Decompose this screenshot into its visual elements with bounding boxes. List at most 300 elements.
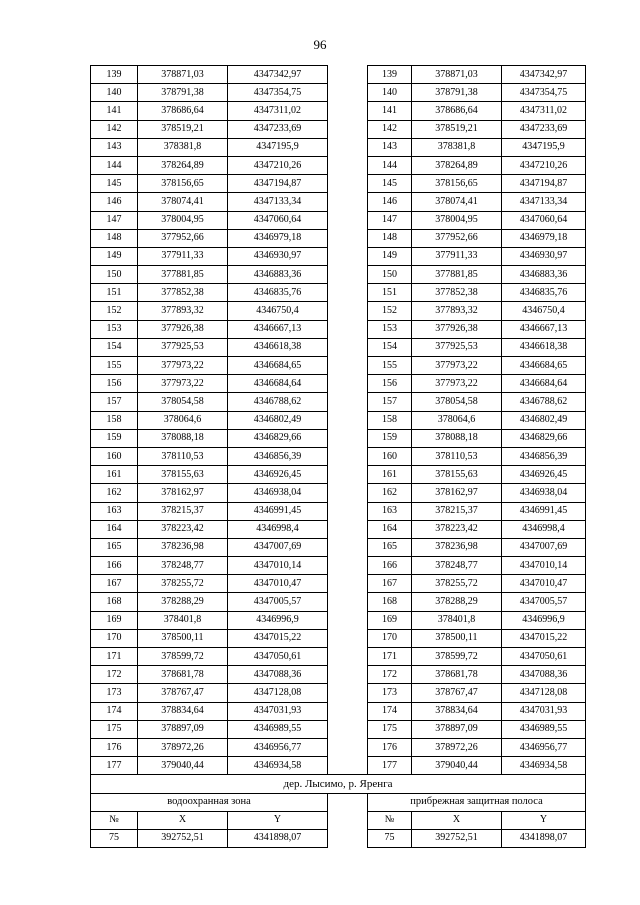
column-gap bbox=[328, 757, 368, 775]
column-gap bbox=[328, 156, 368, 174]
left-point-number: 146 bbox=[91, 193, 138, 211]
column-gap bbox=[328, 738, 368, 756]
left-x-value: 392752,51 bbox=[138, 829, 228, 847]
right-point-number: 146 bbox=[368, 193, 412, 211]
left-x-value: 378401,8 bbox=[138, 611, 228, 629]
right-y-value: 4346750,4 bbox=[502, 302, 586, 320]
table-row bbox=[91, 757, 586, 775]
right-y-value: 4346883,36 bbox=[502, 266, 586, 284]
location-row bbox=[91, 775, 586, 793]
left-y-value: 4346684,65 bbox=[228, 357, 328, 375]
right-y-value: 4347010,14 bbox=[502, 557, 586, 575]
left-x-value: 378871,03 bbox=[138, 66, 228, 84]
coastal-protection-strip-heading: прибрежная защитная полоса bbox=[368, 793, 586, 811]
left-y-value: 4346667,13 bbox=[228, 320, 328, 338]
left-point-number: 174 bbox=[91, 702, 138, 720]
page-number: 96 bbox=[313, 37, 327, 52]
right-y-value: 4347311,02 bbox=[502, 102, 586, 120]
left-y-value: 4346926,45 bbox=[228, 466, 328, 484]
right-x-value: 378871,03 bbox=[412, 66, 502, 84]
left-point-number: 162 bbox=[91, 484, 138, 502]
left-y-header: Y bbox=[228, 811, 328, 829]
left-y-value: 4347133,34 bbox=[228, 193, 328, 211]
left-point-number: 166 bbox=[91, 557, 138, 575]
right-x-value: 378236,98 bbox=[412, 538, 502, 556]
right-x-value: 378288,29 bbox=[412, 593, 502, 611]
right-y-value: 4347005,57 bbox=[502, 593, 586, 611]
right-point-number: 144 bbox=[368, 156, 412, 174]
table-row bbox=[91, 411, 586, 429]
table-row bbox=[91, 320, 586, 338]
left-x-value: 378255,72 bbox=[138, 575, 228, 593]
column-gap bbox=[328, 520, 368, 538]
left-x-value: 378767,47 bbox=[138, 684, 228, 702]
left-point-number: 163 bbox=[91, 502, 138, 520]
left-point-number: 170 bbox=[91, 629, 138, 647]
right-point-number: 173 bbox=[368, 684, 412, 702]
column-gap bbox=[328, 429, 368, 447]
left-y-value: 4346930,97 bbox=[228, 247, 328, 265]
right-point-number: 140 bbox=[368, 84, 412, 102]
column-gap bbox=[328, 702, 368, 720]
table-row bbox=[91, 593, 586, 611]
column-gap bbox=[328, 648, 368, 666]
right-y-value: 4346618,38 bbox=[502, 338, 586, 356]
column-gap bbox=[328, 229, 368, 247]
column-gap bbox=[328, 66, 368, 84]
left-y-value: 4346684,64 bbox=[228, 375, 328, 393]
left-point-number: 167 bbox=[91, 575, 138, 593]
left-point-number: 150 bbox=[91, 266, 138, 284]
table-row bbox=[91, 829, 586, 847]
right-point-number: 171 bbox=[368, 648, 412, 666]
right-point-number: 156 bbox=[368, 375, 412, 393]
column-gap bbox=[328, 720, 368, 738]
left-point-number: 145 bbox=[91, 175, 138, 193]
left-y-value: 4346883,36 bbox=[228, 266, 328, 284]
table-row bbox=[91, 66, 586, 84]
left-y-value: 4347233,69 bbox=[228, 120, 328, 138]
left-x-value: 378500,11 bbox=[138, 629, 228, 647]
right-y-value: 4346835,76 bbox=[502, 284, 586, 302]
left-point-number: 161 bbox=[91, 466, 138, 484]
left-x-value: 378155,63 bbox=[138, 466, 228, 484]
right-point-number: 175 bbox=[368, 720, 412, 738]
left-x-value: 378064,6 bbox=[138, 411, 228, 429]
table-row bbox=[91, 156, 586, 174]
right-point-number: 141 bbox=[368, 102, 412, 120]
right-y-value: 4347088,36 bbox=[502, 666, 586, 684]
column-gap bbox=[328, 357, 368, 375]
left-x-value: 378004,95 bbox=[138, 211, 228, 229]
right-point-number: 160 bbox=[368, 447, 412, 465]
right-y-value: 4346956,77 bbox=[502, 738, 586, 756]
left-point-number: 139 bbox=[91, 66, 138, 84]
right-y-value: 4347133,34 bbox=[502, 193, 586, 211]
left-y-value: 4347194,87 bbox=[228, 175, 328, 193]
right-y-value: 4346788,62 bbox=[502, 393, 586, 411]
left-y-value: 4347015,22 bbox=[228, 629, 328, 647]
left-x-value: 377973,22 bbox=[138, 375, 228, 393]
left-x-value: 377881,85 bbox=[138, 266, 228, 284]
right-x-value: 378155,63 bbox=[412, 466, 502, 484]
left-x-value: 377852,38 bbox=[138, 284, 228, 302]
left-y-value: 4346802,49 bbox=[228, 411, 328, 429]
right-x-value: 378681,78 bbox=[412, 666, 502, 684]
right-point-number: 162 bbox=[368, 484, 412, 502]
left-x-value: 377911,33 bbox=[138, 247, 228, 265]
table-row bbox=[91, 84, 586, 102]
right-point-number: 150 bbox=[368, 266, 412, 284]
left-point-number: 155 bbox=[91, 357, 138, 375]
right-point-number: 176 bbox=[368, 738, 412, 756]
table-row bbox=[91, 175, 586, 193]
right-y-value: 4347210,26 bbox=[502, 156, 586, 174]
left-y-value: 4346989,55 bbox=[228, 720, 328, 738]
right-x-value: 378972,26 bbox=[412, 738, 502, 756]
column-gap bbox=[328, 466, 368, 484]
right-y-value: 4346667,13 bbox=[502, 320, 586, 338]
left-y-value: 4347060,64 bbox=[228, 211, 328, 229]
left-point-number: 176 bbox=[91, 738, 138, 756]
left-x-value: 378599,72 bbox=[138, 648, 228, 666]
left-point-number: 172 bbox=[91, 666, 138, 684]
right-point-number: 139 bbox=[368, 66, 412, 84]
table-row bbox=[91, 120, 586, 138]
left-point-number: 160 bbox=[91, 447, 138, 465]
right-x-value: 378054,58 bbox=[412, 393, 502, 411]
table-row bbox=[91, 502, 586, 520]
right-x-value: 378264,89 bbox=[412, 156, 502, 174]
left-x-value: 378972,26 bbox=[138, 738, 228, 756]
right-point-number: 177 bbox=[368, 757, 412, 775]
table-row bbox=[91, 611, 586, 629]
right-y-value: 4346926,45 bbox=[502, 466, 586, 484]
right-x-value: 377852,38 bbox=[412, 284, 502, 302]
column-gap bbox=[328, 557, 368, 575]
table-row bbox=[91, 629, 586, 647]
right-x-header: X bbox=[412, 811, 502, 829]
left-point-number: 144 bbox=[91, 156, 138, 174]
left-y-value: 4346938,04 bbox=[228, 484, 328, 502]
table-row bbox=[91, 484, 586, 502]
right-x-value: 378110,53 bbox=[412, 447, 502, 465]
table-row bbox=[91, 138, 586, 156]
table-row bbox=[91, 466, 586, 484]
right-x-value: 377973,22 bbox=[412, 357, 502, 375]
right-x-value: 378791,38 bbox=[412, 84, 502, 102]
left-point-number: 75 bbox=[91, 829, 138, 847]
left-point-number: 177 bbox=[91, 757, 138, 775]
column-gap bbox=[328, 120, 368, 138]
left-x-value: 378248,77 bbox=[138, 557, 228, 575]
left-y-value: 4347010,14 bbox=[228, 557, 328, 575]
column-gap bbox=[328, 593, 368, 611]
right-point-number: 168 bbox=[368, 593, 412, 611]
left-y-value: 4347210,26 bbox=[228, 156, 328, 174]
right-point-number: 152 bbox=[368, 302, 412, 320]
left-point-number: 153 bbox=[91, 320, 138, 338]
left-x-value: 378686,64 bbox=[138, 102, 228, 120]
right-y-value: 4346930,97 bbox=[502, 247, 586, 265]
right-x-value: 378686,64 bbox=[412, 102, 502, 120]
left-y-value: 4346750,4 bbox=[228, 302, 328, 320]
right-y-value: 4347194,87 bbox=[502, 175, 586, 193]
table-row bbox=[91, 702, 586, 720]
column-gap bbox=[328, 611, 368, 629]
right-x-value: 378074,41 bbox=[412, 193, 502, 211]
right-point-number: 165 bbox=[368, 538, 412, 556]
right-x-value: 378064,6 bbox=[412, 411, 502, 429]
table-row bbox=[91, 684, 586, 702]
left-point-number: 157 bbox=[91, 393, 138, 411]
left-x-value: 377926,38 bbox=[138, 320, 228, 338]
left-y-value: 4347128,08 bbox=[228, 684, 328, 702]
column-gap bbox=[328, 666, 368, 684]
table-row bbox=[91, 538, 586, 556]
left-x-value: 378381,8 bbox=[138, 138, 228, 156]
coordinates-table-body bbox=[91, 66, 586, 848]
left-y-value: 4346618,38 bbox=[228, 338, 328, 356]
column-gap bbox=[328, 211, 368, 229]
column-gap bbox=[328, 320, 368, 338]
left-y-value: 4347311,02 bbox=[228, 102, 328, 120]
left-point-number: 148 bbox=[91, 229, 138, 247]
right-x-value: 377925,53 bbox=[412, 338, 502, 356]
right-y-value: 4347128,08 bbox=[502, 684, 586, 702]
left-x-header: X bbox=[138, 811, 228, 829]
table-row bbox=[91, 429, 586, 447]
right-y-value: 4341898,07 bbox=[502, 829, 586, 847]
left-x-value: 378264,89 bbox=[138, 156, 228, 174]
left-y-value: 4347195,9 bbox=[228, 138, 328, 156]
column-gap bbox=[328, 338, 368, 356]
right-point-number: 147 bbox=[368, 211, 412, 229]
left-x-value: 378897,09 bbox=[138, 720, 228, 738]
right-x-value: 378004,95 bbox=[412, 211, 502, 229]
left-x-value: 378074,41 bbox=[138, 193, 228, 211]
left-y-value: 4347005,57 bbox=[228, 593, 328, 611]
left-x-value: 377973,22 bbox=[138, 357, 228, 375]
right-point-number: 166 bbox=[368, 557, 412, 575]
left-point-number: 147 bbox=[91, 211, 138, 229]
table-row bbox=[91, 247, 586, 265]
right-x-value: 378401,8 bbox=[412, 611, 502, 629]
left-y-value: 4346835,76 bbox=[228, 284, 328, 302]
column-gap bbox=[328, 447, 368, 465]
column-gap bbox=[328, 138, 368, 156]
table-row bbox=[91, 520, 586, 538]
left-x-value: 378834,64 bbox=[138, 702, 228, 720]
water-protection-zone-heading: водоохранная зона bbox=[91, 793, 328, 811]
left-point-number: 152 bbox=[91, 302, 138, 320]
column-gap bbox=[328, 266, 368, 284]
right-y-value: 4346802,49 bbox=[502, 411, 586, 429]
table-row bbox=[91, 211, 586, 229]
left-y-value: 4346996,9 bbox=[228, 611, 328, 629]
left-x-value: 378236,98 bbox=[138, 538, 228, 556]
column-gap bbox=[328, 393, 368, 411]
right-y-value: 4347050,61 bbox=[502, 648, 586, 666]
left-y-value: 4347007,69 bbox=[228, 538, 328, 556]
column-gap bbox=[328, 538, 368, 556]
right-point-number: 75 bbox=[368, 829, 412, 847]
table-row bbox=[91, 375, 586, 393]
column-gap bbox=[328, 302, 368, 320]
left-point-number: 173 bbox=[91, 684, 138, 702]
table-row bbox=[91, 102, 586, 120]
left-y-value: 4347010,47 bbox=[228, 575, 328, 593]
table-row bbox=[91, 393, 586, 411]
column-gap bbox=[328, 829, 368, 847]
left-y-value: 4347342,97 bbox=[228, 66, 328, 84]
column-header-row bbox=[91, 811, 586, 829]
right-y-value: 4347031,93 bbox=[502, 702, 586, 720]
right-x-value: 378088,18 bbox=[412, 429, 502, 447]
right-point-number: 170 bbox=[368, 629, 412, 647]
left-x-value: 377952,66 bbox=[138, 229, 228, 247]
left-x-value: 378215,37 bbox=[138, 502, 228, 520]
column-gap bbox=[328, 175, 368, 193]
column-gap bbox=[328, 629, 368, 647]
right-x-value: 378897,09 bbox=[412, 720, 502, 738]
right-point-number: 172 bbox=[368, 666, 412, 684]
column-gap bbox=[328, 284, 368, 302]
left-point-number: 154 bbox=[91, 338, 138, 356]
column-gap bbox=[328, 484, 368, 502]
left-point-number: 140 bbox=[91, 84, 138, 102]
right-x-value: 392752,51 bbox=[412, 829, 502, 847]
left-point-number: 158 bbox=[91, 411, 138, 429]
right-y-value: 4346938,04 bbox=[502, 484, 586, 502]
right-x-value: 378255,72 bbox=[412, 575, 502, 593]
right-y-value: 4346829,66 bbox=[502, 429, 586, 447]
left-y-value: 4346829,66 bbox=[228, 429, 328, 447]
left-y-value: 4346991,45 bbox=[228, 502, 328, 520]
left-x-value: 378791,38 bbox=[138, 84, 228, 102]
right-point-number: 159 bbox=[368, 429, 412, 447]
table-row bbox=[91, 575, 586, 593]
column-gap bbox=[328, 411, 368, 429]
table-row bbox=[91, 357, 586, 375]
left-point-number: 168 bbox=[91, 593, 138, 611]
left-x-value: 378156,65 bbox=[138, 175, 228, 193]
left-x-value: 378088,18 bbox=[138, 429, 228, 447]
right-point-number: 151 bbox=[368, 284, 412, 302]
right-x-value: 377952,66 bbox=[412, 229, 502, 247]
table-row bbox=[91, 302, 586, 320]
left-y-value: 4347031,93 bbox=[228, 702, 328, 720]
right-y-value: 4346684,64 bbox=[502, 375, 586, 393]
right-x-value: 377893,32 bbox=[412, 302, 502, 320]
column-gap bbox=[328, 247, 368, 265]
right-y-value: 4347015,22 bbox=[502, 629, 586, 647]
left-x-value: 377893,32 bbox=[138, 302, 228, 320]
left-point-number: 165 bbox=[91, 538, 138, 556]
right-point-number: 148 bbox=[368, 229, 412, 247]
right-point-number: 169 bbox=[368, 611, 412, 629]
column-gap bbox=[328, 793, 368, 811]
table-row bbox=[91, 229, 586, 247]
right-y-header: Y bbox=[502, 811, 586, 829]
right-point-number: 164 bbox=[368, 520, 412, 538]
left-x-value: 378681,78 bbox=[138, 666, 228, 684]
left-x-value: 378519,21 bbox=[138, 120, 228, 138]
table-row bbox=[91, 193, 586, 211]
right-point-number: 153 bbox=[368, 320, 412, 338]
left-point-number: 142 bbox=[91, 120, 138, 138]
table-row bbox=[91, 284, 586, 302]
column-gap bbox=[328, 193, 368, 211]
left-point-number: 141 bbox=[91, 102, 138, 120]
left-y-value: 4346998,4 bbox=[228, 520, 328, 538]
zone-heading-row bbox=[91, 793, 586, 811]
right-x-value: 377911,33 bbox=[412, 247, 502, 265]
left-y-value: 4347354,75 bbox=[228, 84, 328, 102]
right-x-value: 377926,38 bbox=[412, 320, 502, 338]
table-row bbox=[91, 720, 586, 738]
right-y-value: 4346991,45 bbox=[502, 502, 586, 520]
right-y-value: 4347195,9 bbox=[502, 138, 586, 156]
left-y-value: 4346856,39 bbox=[228, 447, 328, 465]
right-y-value: 4346934,58 bbox=[502, 757, 586, 775]
right-x-value: 378500,11 bbox=[412, 629, 502, 647]
left-y-value: 4347088,36 bbox=[228, 666, 328, 684]
left-point-number: 151 bbox=[91, 284, 138, 302]
right-y-value: 4347010,47 bbox=[502, 575, 586, 593]
right-x-value: 378767,47 bbox=[412, 684, 502, 702]
right-x-value: 378599,72 bbox=[412, 648, 502, 666]
right-point-number: 155 bbox=[368, 357, 412, 375]
table-row bbox=[91, 266, 586, 284]
table-row bbox=[91, 666, 586, 684]
right-x-value: 378156,65 bbox=[412, 175, 502, 193]
right-point-number: 167 bbox=[368, 575, 412, 593]
right-x-value: 377881,85 bbox=[412, 266, 502, 284]
right-x-value: 378223,42 bbox=[412, 520, 502, 538]
right-x-value: 378215,37 bbox=[412, 502, 502, 520]
left-y-value: 4346979,18 bbox=[228, 229, 328, 247]
right-point-number: 158 bbox=[368, 411, 412, 429]
right-x-value: 378248,77 bbox=[412, 557, 502, 575]
table-row bbox=[91, 447, 586, 465]
column-gap bbox=[328, 502, 368, 520]
right-y-value: 4346998,4 bbox=[502, 520, 586, 538]
right-y-value: 4347354,75 bbox=[502, 84, 586, 102]
right-y-value: 4347342,97 bbox=[502, 66, 586, 84]
right-y-value: 4346856,39 bbox=[502, 447, 586, 465]
right-y-value: 4347233,69 bbox=[502, 120, 586, 138]
right-point-number: 143 bbox=[368, 138, 412, 156]
column-gap bbox=[328, 375, 368, 393]
right-y-value: 4346989,55 bbox=[502, 720, 586, 738]
right-point-number: 142 bbox=[368, 120, 412, 138]
left-x-value: 377925,53 bbox=[138, 338, 228, 356]
right-point-number: 163 bbox=[368, 502, 412, 520]
right-y-value: 4347060,64 bbox=[502, 211, 586, 229]
left-x-value: 378054,58 bbox=[138, 393, 228, 411]
left-number-header: № bbox=[91, 811, 138, 829]
right-x-value: 378519,21 bbox=[412, 120, 502, 138]
right-x-value: 377973,22 bbox=[412, 375, 502, 393]
coordinates-table bbox=[90, 65, 586, 848]
right-y-value: 4347007,69 bbox=[502, 538, 586, 556]
right-y-value: 4346684,65 bbox=[502, 357, 586, 375]
left-x-value: 379040,44 bbox=[138, 757, 228, 775]
left-y-value: 4346788,62 bbox=[228, 393, 328, 411]
table-row bbox=[91, 338, 586, 356]
right-point-number: 154 bbox=[368, 338, 412, 356]
